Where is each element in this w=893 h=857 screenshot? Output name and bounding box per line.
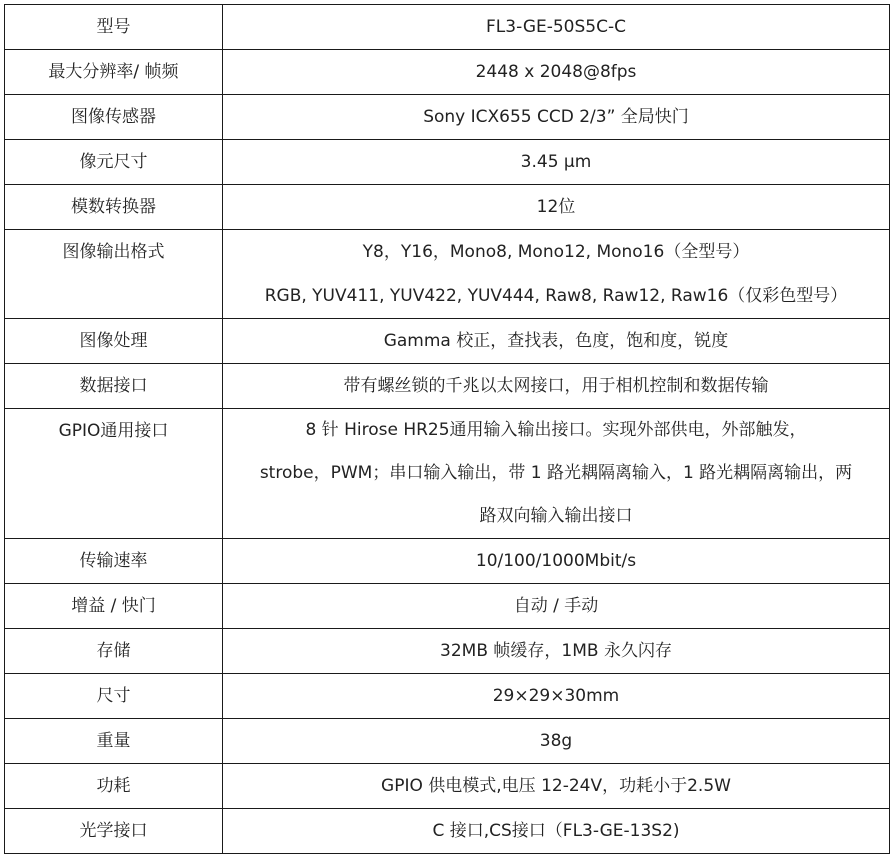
spec-value xyxy=(223,140,890,185)
spec-label: GPIO通用接口 xyxy=(5,409,223,539)
spec-value xyxy=(223,809,890,854)
spec-value xyxy=(223,629,890,674)
spec-value-line: Y8，Y16，Mono8, Mono12, Mono16（全型号） xyxy=(362,242,750,262)
table-row xyxy=(5,629,890,674)
spec-value xyxy=(223,764,890,809)
spec-value xyxy=(223,95,890,140)
spec-value-line: FL3-GE-50S5C-C xyxy=(486,17,626,37)
spec-value xyxy=(223,674,890,719)
spec-label: 尺寸 xyxy=(5,674,223,719)
spec-label: 型号 xyxy=(5,5,223,50)
spec-value-line: 带有螺丝锁的千兆以太网接口，用于相机控制和数据传输 xyxy=(343,376,769,396)
spec-label: 存储 xyxy=(5,629,223,674)
table-row xyxy=(5,409,890,539)
spec-label: 像元尺寸 xyxy=(5,140,223,185)
spec-value xyxy=(223,230,890,319)
table-row xyxy=(5,674,890,719)
spec-label: 光学接口 xyxy=(5,809,223,854)
table-row xyxy=(5,319,890,364)
spec-value xyxy=(223,584,890,629)
spec-value-line: 38g xyxy=(539,731,573,751)
spec-value-line: 12位 xyxy=(536,197,576,217)
spec-label: 数据接口 xyxy=(5,364,223,409)
spec-value-line: 10/100/1000Mbit/s xyxy=(475,551,637,571)
table-row xyxy=(5,539,890,584)
spec-value xyxy=(223,185,890,230)
spec-value-line: Gamma 校正，查找表，色度，饱和度，锐度 xyxy=(383,331,729,351)
spec-value-line: strobe，PWM；串口输入输出，带 1 路光耦隔离输入，1 路光耦隔离输出，两 xyxy=(259,463,853,483)
spec-value-line: 32MB 帧缓存，1MB 永久闪存 xyxy=(440,641,672,661)
spec-label: 图像传感器 xyxy=(5,95,223,140)
spec-label: 图像处理 xyxy=(5,319,223,364)
table-row xyxy=(5,809,890,854)
table-row xyxy=(5,764,890,809)
spec-value-line: 自动 / 手动 xyxy=(513,596,599,616)
spec-label: 重量 xyxy=(5,719,223,764)
spec-label: 图像输出格式 xyxy=(5,230,223,319)
spec-value xyxy=(223,319,890,364)
table-row xyxy=(5,5,890,50)
spec-value-line: C 接口,CS接口（FL3-GE-13S2) xyxy=(432,821,680,841)
spec-value xyxy=(223,50,890,95)
table-row xyxy=(5,719,890,764)
table-row xyxy=(5,230,890,319)
spec-value-line: 路双向输入输出接口 xyxy=(479,506,633,526)
spec-label: 传输速率 xyxy=(5,539,223,584)
spec-value xyxy=(223,539,890,584)
table-row xyxy=(5,95,890,140)
spec-label: 功耗 xyxy=(5,764,223,809)
spec-value-line: RGB, YUV411, YUV422, YUV444, Raw8, Raw12, Raw16（仅彩色型号） xyxy=(264,286,848,306)
spec-value-line: 8 针 Hirose HR25通用输入输出接口。实现外部供电，外部触发， xyxy=(305,420,807,440)
spec-value-line: 29×29×30mm xyxy=(492,686,620,706)
spec-value xyxy=(223,5,890,50)
spec-value-line: 2448 x 2048@8fps xyxy=(475,62,637,82)
spec-value xyxy=(223,409,890,539)
spec-label: 最大分辨率/ 帧频 xyxy=(5,50,223,95)
spec-label: 模数转换器 xyxy=(5,185,223,230)
spec-label: 增益 / 快门 xyxy=(5,584,223,629)
spec-value-line: Sony ICX655 CCD 2/3” 全局快门 xyxy=(423,107,689,127)
table-row xyxy=(5,185,890,230)
spec-value xyxy=(223,719,890,764)
camera-spec-table xyxy=(4,4,890,854)
spec-value-line: 3.45 μm xyxy=(520,152,592,172)
table-row xyxy=(5,140,890,185)
table-row xyxy=(5,364,890,409)
table-row xyxy=(5,584,890,629)
spec-value-line: GPIO 供电模式,电压 12-24V，功耗小于2.5W xyxy=(381,776,731,796)
spec-value xyxy=(223,364,890,409)
table-row xyxy=(5,50,890,95)
